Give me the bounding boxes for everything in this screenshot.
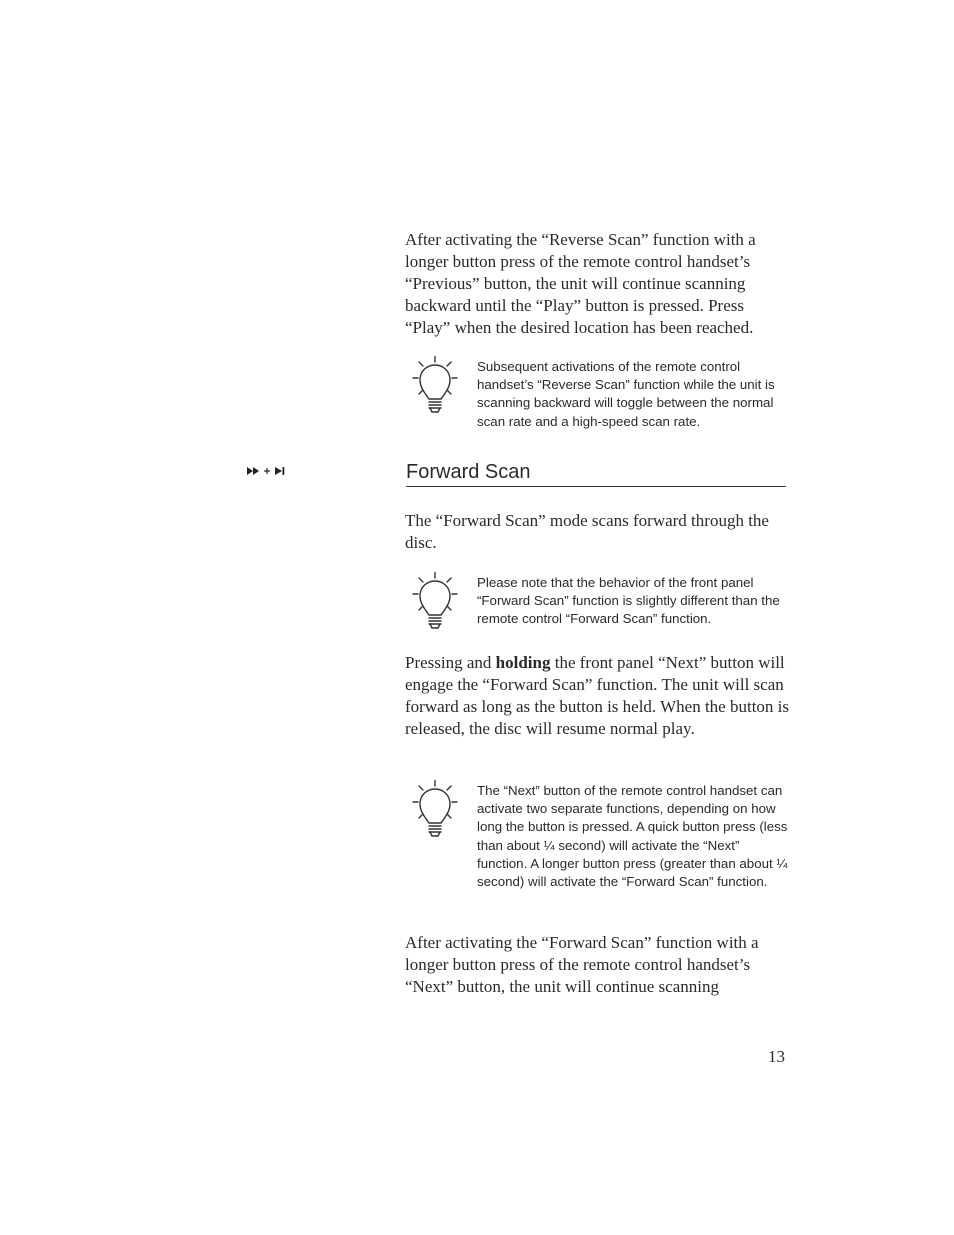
section-title-forward-scan: Forward Scan [406, 459, 786, 487]
lightbulb-icon [410, 572, 460, 630]
tip-text: Subsequent activations of the remote control handset’s “Reverse Scan” function while the unit is scanning backward will toggle between the normal scan rate and a high-speed scan rate. [477, 359, 775, 429]
tip-text: Please note that the behavior of the front panel “Forward Scan” function is slightly different than the remote control “Forward Scan” function. [477, 575, 780, 627]
lightbulb-icon [410, 780, 460, 838]
forward-scan-intro: The “Forward Scan” mode scans forward through the disc. [405, 511, 769, 552]
holding-text-after: the front panel “Next” button will engage the “Forward Scan” function. The unit will scan forward as long as the button is held. When the button is released, the disc will resume normal play. [405, 653, 790, 738]
holding-paragraph [405, 652, 790, 740]
holding-emphasis: holding [495, 653, 551, 672]
forward-scan-paragraph: After activating the “Forward Scan” function with a longer button press of the remote control handset’s “Next” button, the unit will continue scanning [405, 933, 759, 996]
fast-forward-plus-next-icon [247, 465, 289, 477]
lightbulb-icon [410, 356, 460, 414]
tip-text: The “Next” button of the remote control handset can activate two separate functions, depending on how long the button is pressed. A quick button press (less than about ¼ second) will activate the “Next” function. A longer button press (greater than about ¼ second) will activate the “Forward Scan” function. [477, 783, 788, 890]
reverse-scan-paragraph: After activating the “Reverse Scan” function with a longer button press of the remote control handset’s “Previous” button, the unit will continue scanning backward until the “Play” button is pressed. Press “Play” when the desired location has been reached. [405, 230, 756, 337]
page-number: 13 [768, 1047, 785, 1066]
holding-text-before: Pressing and [405, 653, 496, 672]
